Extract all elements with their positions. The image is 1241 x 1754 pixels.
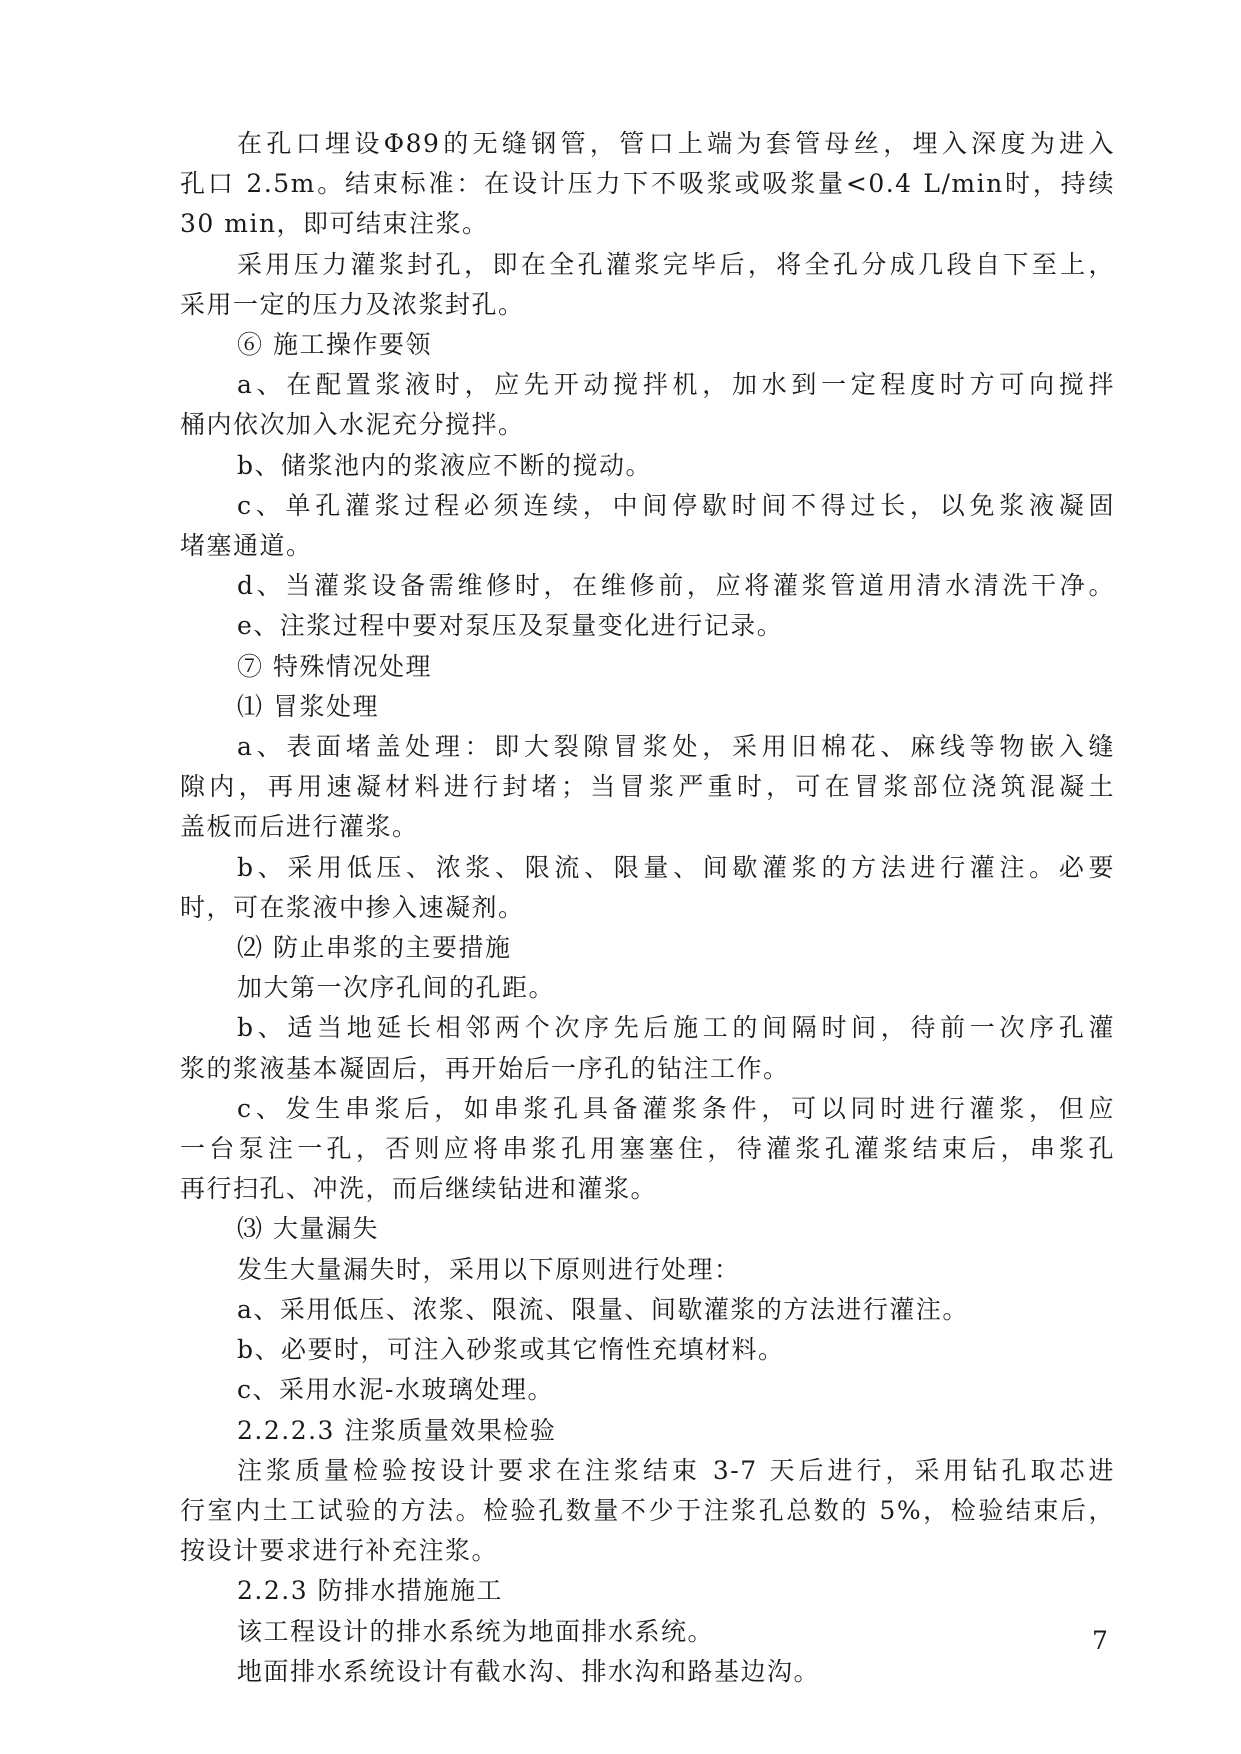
text-line: e、注浆过程中要对泵压及泵量变化进行记录。	[237, 611, 784, 641]
text-line: a、在配置浆液时，应先开动搅拌机，加水到一定程度时方可向搅拌	[237, 370, 1115, 400]
text-line: d、当灌浆设备需维修时，在维修前，应将灌浆管道用清水清洗干净。	[237, 571, 1115, 601]
text-line: b、采用低压、浓浆、限流、限量、间歇灌浆的方法进行灌注。必要	[237, 852, 1115, 882]
text-line: 孔口 2.5m。结束标准：在设计压力下不吸浆或吸浆量<0.4 L/min时，持续	[180, 169, 1115, 199]
text-line: ⑵ 防止串浆的主要措施	[237, 933, 512, 963]
text-line: 桶内依次加入水泥充分搅拌。	[180, 410, 525, 440]
text-line: 时，可在浆液中掺入速凝剂。	[180, 892, 525, 922]
text-line: 浆的浆液基本凝固后，再开始后一序孔的钻注工作。	[180, 1053, 790, 1083]
text-line: ⑦ 特殊情况处理	[237, 651, 432, 681]
text-line: c、采用水泥-水玻璃处理。	[237, 1375, 554, 1405]
text-line: 在孔口埋设Φ89的无缝钢管，管口上端为套管母丝，埋入深度为进入	[237, 129, 1115, 158]
text-line: a、表面堵盖处理：即大裂隙冒浆处，采用旧棉花、麻线等物嵌入缝	[237, 732, 1115, 762]
text-line: b、储浆池内的浆液应不断的搅动。	[237, 450, 653, 480]
text-line: 2.2.2.3 注浆质量效果检验	[237, 1415, 557, 1445]
text-line: c、发生串浆后，如串浆孔具备灌浆条件，可以同时进行灌浆，但应	[237, 1093, 1115, 1123]
text-line: 发生大量漏失时，采用以下原则进行处理：	[237, 1254, 741, 1284]
text-line: 盖板而后进行灌浆。	[180, 812, 419, 842]
text-line: ⑶ 大量漏失	[237, 1214, 379, 1244]
text-line: 地面排水系统设计有截水沟、排水沟和路基边沟。	[237, 1656, 821, 1686]
text-line: 30 min，即可结束注浆。	[180, 209, 489, 239]
text-line: c、单孔灌浆过程必须连续，中间停歇时间不得过长，以免浆液凝固	[237, 490, 1115, 520]
body-text	[180, 124, 1115, 1692]
text-line: 再行扫孔、冲洗，而后继续钻进和灌浆。	[180, 1174, 658, 1204]
text-line: ⑴ 冒浆处理	[237, 691, 379, 721]
text-line: 采用一定的压力及浓浆封孔。	[180, 289, 525, 319]
text-line: 该工程设计的排水系统为地面排水系统。	[237, 1616, 715, 1646]
text-line: 行室内土工试验的方法。检验孔数量不少于注浆孔总数的 5%，检验结束后，	[180, 1495, 1115, 1525]
text-line: 按设计要求进行补充注浆。	[180, 1536, 499, 1566]
text-line: 采用压力灌浆封孔，即在全孔灌浆完毕后，将全孔分成几段自下至上，	[237, 249, 1115, 279]
text-line: 堵塞通道。	[180, 531, 313, 561]
text-line: a、采用低压、浓浆、限流、限量、间歇灌浆的方法进行灌注。	[237, 1294, 969, 1324]
text-line: 隙内，再用速凝材料进行封堵；当冒浆严重时，可在冒浆部位浇筑混凝土	[180, 772, 1115, 802]
text-line: 加大第一次序孔间的孔距。	[237, 973, 556, 1003]
text-line: b、必要时，可注入砂浆或其它惰性充填材料。	[237, 1335, 785, 1365]
text-line: 注浆质量检验按设计要求在注浆结束 3-7 天后进行，采用钻孔取芯进	[237, 1455, 1115, 1485]
page-number: 7	[1092, 1626, 1108, 1655]
text-line: b、适当地延长相邻两个次序先后施工的间隔时间，待前一次序孔灌	[237, 1013, 1115, 1043]
text-line: 一台泵注一孔，否则应将串浆孔用塞塞住，待灌浆孔灌浆结束后，串浆孔	[180, 1134, 1115, 1164]
text-line: ⑥ 施工操作要领	[237, 330, 432, 360]
text-line: 2.2.3 防排水措施施工	[237, 1576, 504, 1606]
